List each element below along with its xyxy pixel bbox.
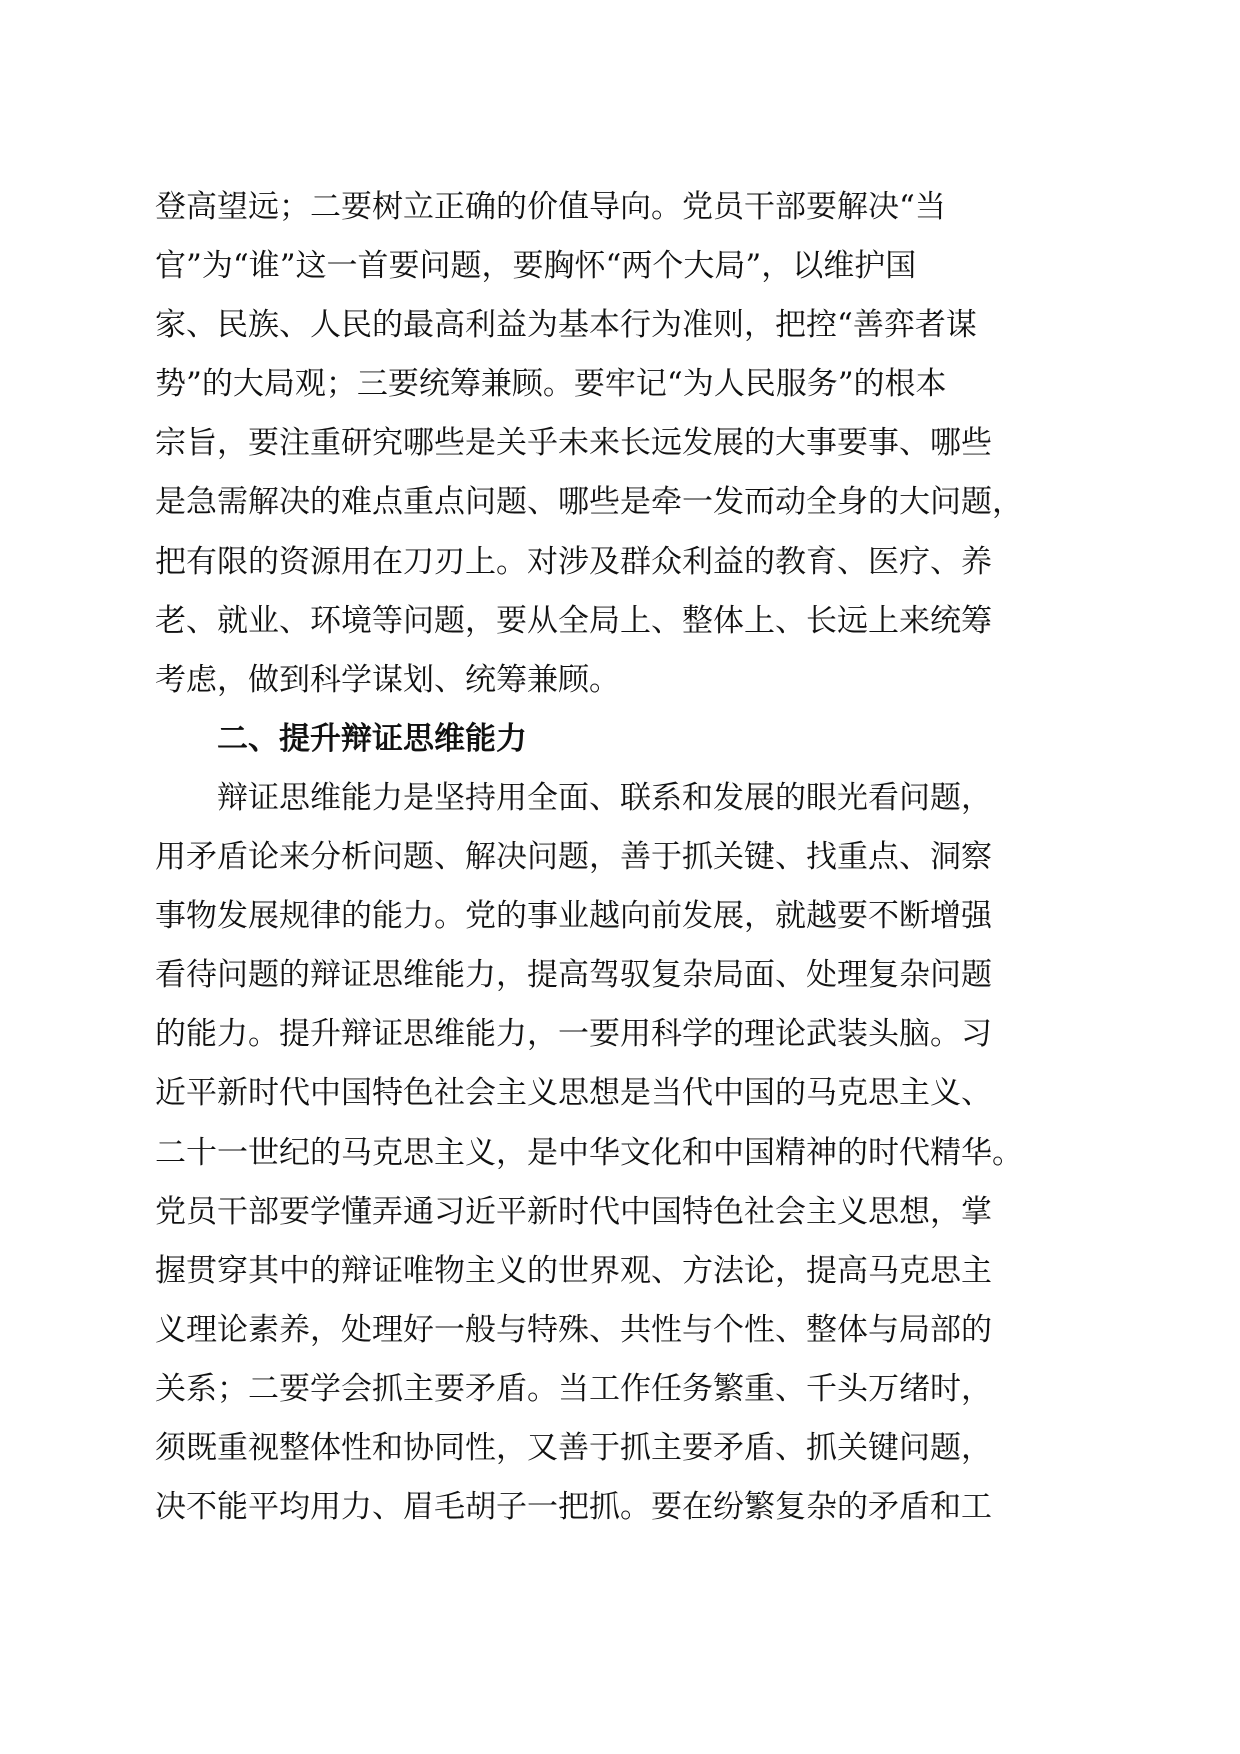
document-body: [155, 178, 1090, 1537]
text-line: 考虑，做到科学谋划、统筹兼顾。: [155, 661, 620, 698]
text-line: 官”为“谁”这一首要问题，要胸怀“两个大局”，以维护国: [155, 248, 917, 285]
text-line: 的能力。提升辩证思维能力，一要用科学的理论武装头脑。习: [155, 1016, 992, 1053]
text-line: 党员干部要学懂弄通习近平新时代中国特色社会主义思想，掌: [155, 1193, 992, 1230]
section-heading: 二、提升辩证思维能力: [217, 720, 527, 757]
text-line: 决不能平均用力、眉毛胡子一把抓。要在纷繁复杂的矛盾和工: [155, 1489, 992, 1526]
text-line: 老、就业、环境等问题，要从全局上、整体上、长远上来统筹: [155, 602, 992, 639]
text-line: 须既重视整体性和协同性，又善于抓主要矛盾、抓关键问题，: [155, 1429, 992, 1466]
text-line: 用矛盾论来分析问题、解决问题，善于抓关键、找重点、洞察: [155, 839, 992, 876]
text-line: 是急需解决的难点重点问题、哪些是牵一发而动全身的大问题，: [155, 484, 1023, 521]
text-line: 家、民族、人民的最高利益为基本行为准则，把控“善弈者谋: [155, 307, 977, 344]
text-line: 事物发展规律的能力。党的事业越向前发展，就越要不断增强: [155, 898, 992, 935]
text-line: 近平新时代中国特色社会主义思想是当代中国的马克思主义、: [155, 1075, 992, 1112]
text-line: 宗旨，要注重研究哪些是关乎未来长远发展的大事要事、哪些: [155, 425, 992, 462]
text-line: 登高望远；二要树立正确的价值导向。党员干部要解决“当: [155, 189, 946, 225]
paragraph-first-line: 辩证思维能力是坚持用全面、联系和发展的眼光看问题，: [217, 779, 992, 816]
text-line: 看待问题的辩证思维能力，提高驾驭复杂局面、处理复杂问题: [155, 957, 992, 994]
text-line: 把有限的资源用在刀刃上。对涉及群众利益的教育、医疗、养: [155, 543, 992, 580]
text-line: 势”的大局观；三要统筹兼顾。要牢记“为人民服务”的根本: [155, 366, 947, 403]
text-line: 握贯穿其中的辩证唯物主义的世界观、方法论，提高马克思主: [155, 1252, 992, 1289]
text-line: 关系；二要学会抓主要矛盾。当工作任务繁重、千头万绪时，: [155, 1370, 992, 1407]
text-line: 二十一世纪的马克思主义，是中华文化和中国精神的时代精华。: [155, 1134, 1023, 1171]
text-line: 义理论素养，处理好一般与特殊、共性与个性、整体与局部的: [155, 1311, 992, 1348]
